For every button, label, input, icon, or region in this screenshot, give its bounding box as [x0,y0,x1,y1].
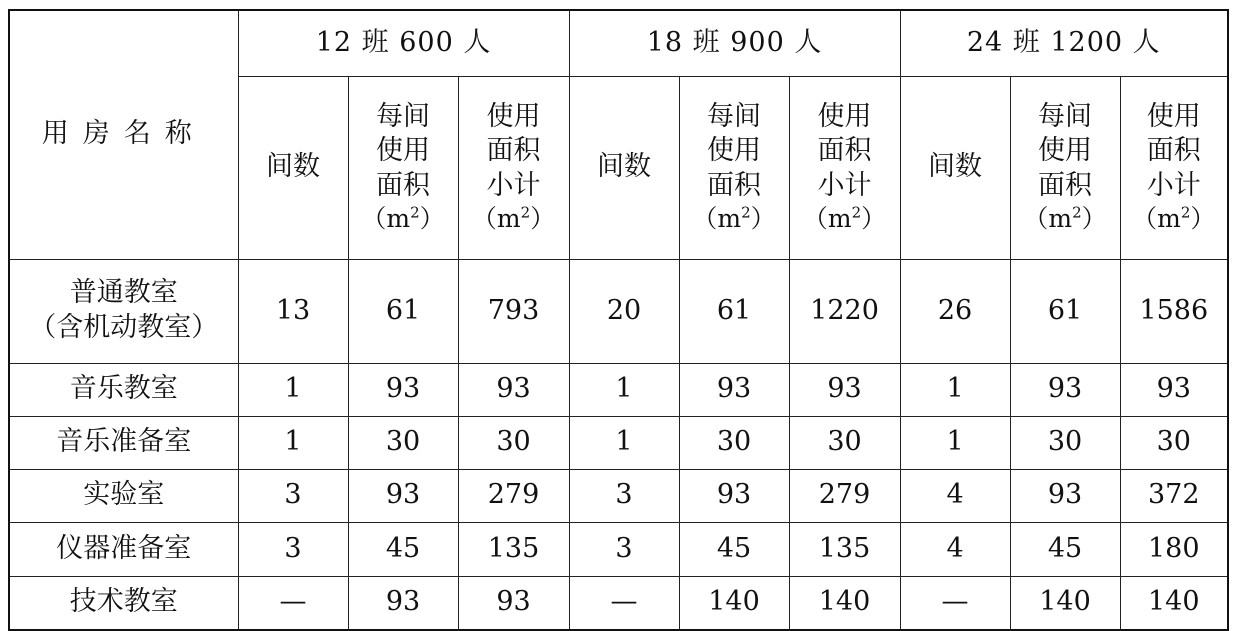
area-each-header-line: 面积 [707,169,762,201]
value-cell: 3 [569,469,679,522]
room-name-cell [9,416,238,469]
table-row [9,469,1228,522]
room-name-line: 普通教室 [69,277,178,309]
room-name-line: 实验室 [83,479,165,511]
unit-sup: 2 [520,203,531,222]
value-cell: 1 [900,363,1010,416]
table-row [9,522,1228,576]
count-header [569,76,679,259]
area-each-header [348,76,458,259]
room-name-cell [9,259,238,363]
value-cell: 793 [458,259,569,363]
value-cell: 61 [679,259,789,363]
area-total-header-line: 小计 [817,169,872,201]
value-cell: 180 [1120,522,1228,576]
value-cell: 61 [1010,259,1120,363]
unit-open: （m [1023,204,1073,234]
value-cell: 3 [238,522,348,576]
area-total-header [458,76,569,259]
unit-label [680,203,789,235]
value-cell: 93 [348,469,458,522]
value-cell: 26 [900,259,1010,363]
value-cell: 30 [1120,416,1228,469]
value-cell: — [238,576,348,630]
area-total-header-line: 使用 [486,100,541,132]
value-cell: 1 [238,416,348,469]
value-cell: 30 [789,416,900,469]
area-each-header-line: 每间 [376,100,430,132]
value-cell: 93 [679,363,789,416]
unit-sup: 2 [410,203,420,222]
unit-close: ） [1190,204,1216,234]
value-cell: 93 [458,576,569,630]
room-name-cell [9,363,238,416]
unit-open: （m [1132,204,1181,234]
room-area-table [8,9,1229,631]
area-each-header-line: 面积 [376,169,430,201]
unit-label [459,203,569,235]
value-cell: 45 [1010,522,1120,576]
value-cell: 93 [348,363,458,416]
unit-label [790,203,900,235]
room-name-cell [9,522,238,576]
area-total-header-line: 小计 [1146,169,1201,201]
value-cell: 1 [900,416,1010,469]
area-each-header-line: 使用 [707,135,762,167]
value-cell: 140 [679,576,789,630]
room-name-line: 仪器准备室 [56,532,192,564]
area-total-header [789,76,900,259]
value-cell: 140 [789,576,900,630]
value-cell: 140 [1010,576,1120,630]
value-cell: 93 [458,363,569,416]
value-cell: 93 [679,469,789,522]
value-cell: 30 [679,416,789,469]
table-row [9,363,1228,416]
value-cell: 30 [458,416,569,469]
value-cell: 93 [1010,363,1120,416]
area-each-header-line: 使用 [376,135,430,167]
value-cell: 135 [458,522,569,576]
value-cell: 1 [569,363,679,416]
value-cell: 20 [569,259,679,363]
room-name-line: （含机动教室） [29,312,219,343]
count-header-label: 间数 [928,151,983,183]
area-each-header-line: 面积 [1038,169,1093,201]
area-total-header-line: 使用 [817,100,872,132]
unit-open: （m [471,204,521,234]
unit-close: ） [750,204,776,234]
room-name-cell [9,576,238,630]
table-row [9,576,1228,630]
area-each-header [1010,76,1120,259]
room-name-header: 用房名称 [9,10,238,259]
room-name-line: 音乐教室 [69,373,178,405]
area-total-header-line: 面积 [817,135,872,167]
value-cell: 4 [900,469,1010,522]
value-cell: 372 [1120,469,1228,522]
unit-sup: 2 [1072,203,1082,222]
unit-open: （m [802,204,852,234]
header-row-groups [9,10,1228,76]
unit-close: ） [1081,204,1107,234]
unit-sup: 2 [741,203,751,222]
count-header-label: 间数 [597,151,652,183]
area-each-header [679,76,789,259]
unit-label [349,203,458,235]
count-header-label: 间数 [266,151,320,183]
value-cell: 3 [569,522,679,576]
count-header [238,76,348,259]
unit-open: （m [692,204,742,234]
value-cell: — [569,576,679,630]
value-cell: 4 [900,522,1010,576]
value-cell: 45 [679,522,789,576]
value-cell: 1586 [1120,259,1228,363]
value-cell: 1 [238,363,348,416]
area-total-header-line: 面积 [486,135,541,167]
group-header-12: 12 班 600 人 [238,10,569,76]
value-cell: 61 [348,259,458,363]
value-cell: 93 [1120,363,1228,416]
unit-label [1011,203,1120,235]
table-row [9,259,1228,363]
unit-open: （m [361,204,411,234]
table-body [9,10,1228,630]
value-cell: 3 [238,469,348,522]
value-cell: 93 [789,363,900,416]
value-cell: 135 [789,522,900,576]
area-each-header-line: 每间 [707,100,762,132]
unit-close: ） [530,204,556,234]
area-total-header-line: 面积 [1146,135,1201,167]
value-cell: 1 [569,416,679,469]
area-total-header [1120,76,1228,259]
value-cell: 93 [348,576,458,630]
room-name-line: 音乐准备室 [56,426,192,458]
value-cell: 93 [1010,469,1120,522]
room-name-line: 技术教室 [69,586,178,618]
value-cell: 30 [348,416,458,469]
table-row [9,416,1228,469]
value-cell: 30 [1010,416,1120,469]
count-header [900,76,1010,259]
unit-close: ） [419,204,445,234]
unit-sup: 2 [1180,203,1191,222]
area-total-header-line: 小计 [486,169,541,201]
value-cell: 279 [789,469,900,522]
unit-label [1121,203,1228,235]
group-header-24: 24 班 1200 人 [900,10,1228,76]
room-name-cell [9,469,238,522]
area-total-header-line: 使用 [1146,100,1201,132]
value-cell: — [900,576,1010,630]
value-cell: 45 [348,522,458,576]
value-cell: 279 [458,469,569,522]
value-cell: 140 [1120,576,1228,630]
value-cell: 13 [238,259,348,363]
unit-close: ） [861,204,887,234]
area-each-header-line: 每间 [1038,100,1093,132]
group-header-18: 18 班 900 人 [569,10,900,76]
value-cell: 1220 [789,259,900,363]
area-each-header-line: 使用 [1038,135,1093,167]
unit-sup: 2 [851,203,862,222]
